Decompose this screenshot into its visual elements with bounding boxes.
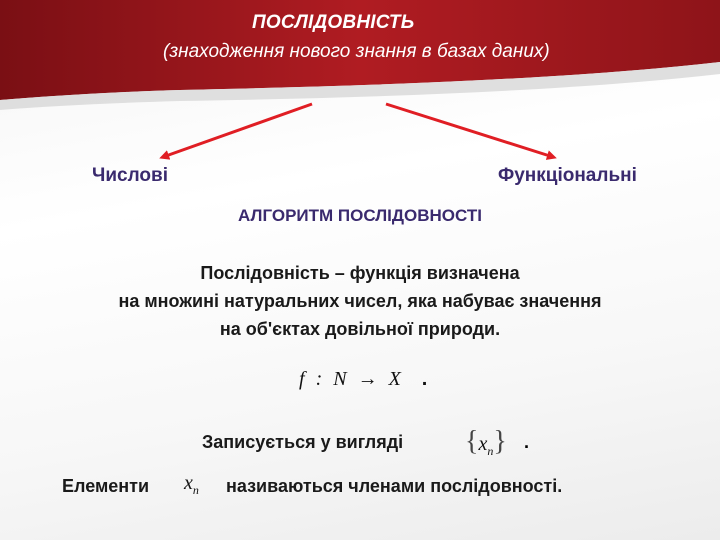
definition-line-3: на об'єктах довільної природи. [219,319,501,339]
formula-colon: : [315,368,323,390]
formula-arrow: → [357,368,378,390]
notation-sub: n [487,444,494,458]
arrow-right [386,104,553,157]
mapping-formula [299,368,427,391]
formula-end: . [421,368,428,390]
formula-codomain: X [388,368,401,390]
notation-var: x [478,433,488,455]
set-notation [465,426,507,459]
definition-line-1: Послідовність – функція визначена [200,263,520,283]
category-numeric: Числові [92,165,168,186]
slide-title: ПОСЛІДОВНІСТЬ [252,12,415,33]
notation-end: . [524,432,530,452]
slide-subtitle: (знаходження нового знання в базах даних) [163,41,550,62]
arrow-left [163,104,312,157]
definition-line-2: на множині натуральних чисел, яка набуває значення [118,291,602,311]
category-functional: Функціональні [498,165,637,186]
elements-var-x: x [184,472,193,494]
definition-text [0,259,720,343]
right-brace-icon: } [493,426,507,457]
elements-prefix: Елементи [62,476,150,496]
elements-var-sub: n [192,483,199,497]
formula-domain: N [333,368,347,390]
notation-prefix: Записується у вигляді [202,432,404,452]
algorithm-heading: АЛГОРИТМ ПОСЛІДОВНОСТІ [238,206,482,225]
left-brace-icon: { [465,426,479,457]
formula-f: f [299,368,305,390]
elements-var [184,472,199,498]
elements-suffix: називаються членами послідовності. [226,476,563,496]
